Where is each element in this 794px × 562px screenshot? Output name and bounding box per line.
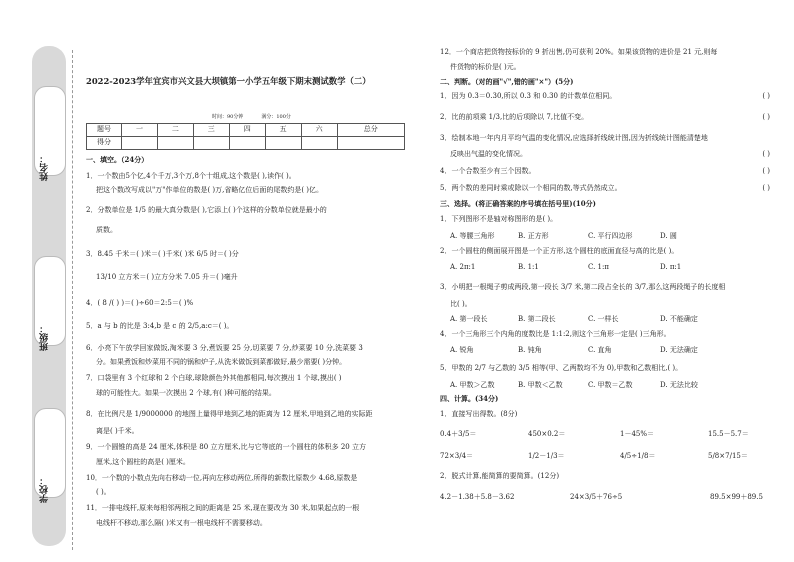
question: 1．一个数由5个亿,4个千万,3个万,8个十组成,这个数是( ),读作( )。 (86, 171, 296, 180)
question-cont: 厘米,这个圆柱的高是( )厘米。 (96, 457, 190, 466)
choice-question: 5．甲数的 2/7 与乙数的 3/5 相等(甲、乙两数均不为 0),甲数和乙数相比,( )。 (440, 363, 683, 372)
choice-options (450, 346, 780, 355)
score-header-cell: 六 (301, 123, 337, 136)
choice-option[interactable]: D. π:1 (660, 263, 682, 272)
answer-blank[interactable]: ( ) (762, 92, 770, 101)
score-header-cell: 二 (157, 123, 193, 136)
question: 3．8.45 千米＝( )米＝( )千米( )米 6/5 时＝( )分 (86, 249, 239, 258)
section-calc: 四、计算。(34分) (440, 394, 499, 404)
choice-question: 4．一个三角形三个内角的度数比是 1:1:2,则这个三角形一定是( )三角形。 (440, 330, 671, 339)
question: 6．小亮下午放学回家做饭,淘米要 3 分,煮饭要 25 分,切菜要 7 分,炒菜要 10 分,洗菜要 3 (86, 343, 363, 352)
judge-item: 5．两个数的差同时乘或除以一个相同的数,等式仍然成立。 (440, 184, 622, 193)
choice-options (450, 232, 780, 241)
left-column (86, 76, 416, 528)
exam-title: 2022-2023学年宜宾市兴文县大坝镇第一小学五年级下期末测试数学（二） (86, 76, 371, 86)
section-choice: 三、选择。(将正确答案的序号填在括号里)(10分) (440, 199, 596, 209)
question: 5．a 与 b 的比是 3:4,b 是 c 的 2/5,a:c＝( )。 (86, 321, 234, 330)
school-label: 学校： (40, 476, 50, 503)
calc-item: 1－45%＝ (620, 429, 655, 438)
calc-item: 15.5－5.7＝ (708, 429, 749, 438)
question-cont: 质数。 (96, 225, 117, 234)
calc-row (440, 493, 780, 502)
exam-meta (212, 114, 416, 120)
choice-option[interactable]: C. 1:π (588, 263, 609, 272)
choice-option[interactable]: B. 甲数＜乙数 (518, 380, 563, 389)
score-header-cell: 五 (265, 123, 301, 136)
calc-item: 89.5×99＋89.5 (710, 493, 763, 501)
calc-item: 1/2－1/3＝ (528, 451, 565, 460)
choice-option[interactable]: D. 圆 (660, 231, 677, 240)
question: 10．一个数的小数点先向右移动一位,再向左移动两位,所得的新数比原数少 4.68,原数是 (86, 473, 358, 482)
score-cell[interactable] (229, 136, 265, 149)
question-cont: 13/10 立方米＝( )立方分米 7.05 升＝( )毫升 (96, 273, 238, 282)
question-cont: 分。如果煮饭和炒菜用不同的锅和炉子,从洗米做饭到菜都做好,最少需要( )分钟。 (96, 358, 347, 367)
judge-item: 3．绘制本地一年内月平均气温的变化情况,应选择折线统计图,因为折线统计图能清楚地 (440, 134, 708, 143)
question-cont: ( )。 (96, 488, 111, 497)
section-judge: 二、判断。（对的画"√",错的画"×"）(5分) (440, 76, 574, 86)
choice-question: 2．一个圆柱的侧面展开图是一个正方形,这个圆柱的底面直径与高的比是( )。 (440, 246, 679, 255)
choice-options (450, 263, 780, 272)
calc-item: 4/5÷1/8＝ (620, 451, 656, 460)
choice-option[interactable]: B. 1:1 (518, 263, 539, 272)
choice-option[interactable]: B. 第二段长 (518, 314, 556, 323)
choice-option[interactable]: A. 锐角 (450, 346, 474, 354)
right-column (440, 48, 780, 502)
question-cont: 把这个数改写成以"万"作单位的数是( )万,省略亿位后面的尾数约是( )亿。 (96, 186, 324, 195)
judge-item: 2．比的前项乘 1/3,比的后项除以 7,比值不变。 (440, 113, 589, 122)
score-cell[interactable] (157, 136, 193, 149)
choice-option[interactable]: A. 甲数＞乙数 (450, 380, 495, 389)
choice-options (450, 315, 780, 324)
choice-option[interactable]: A. 等腰三角形 (450, 231, 495, 240)
calc-item: 72×3/4＝ (440, 451, 474, 460)
calc-item: 24×3/5＋76÷5 (570, 493, 623, 501)
score-cell[interactable] (301, 136, 337, 149)
choice-option[interactable]: C. 平行四边形 (588, 231, 633, 240)
choice-question: 1．下列图形不是轴对称图形的是( )。 (440, 215, 558, 223)
choice-options (450, 381, 780, 390)
student-info-strip (32, 46, 66, 546)
choice-question-cont: 比( )。 (450, 299, 472, 308)
answer-blank[interactable]: ( ) (762, 150, 770, 159)
score-row-label: 得分 (87, 136, 122, 149)
choice-option[interactable]: D. 无法确定 (660, 346, 698, 354)
question: 11．一排电线杆,原来每相邻两根之间的距离是 25 米,现在要改为 30 米,如果起点的一根 (86, 504, 360, 512)
choice-option[interactable]: C. 一样长 (588, 314, 619, 323)
calc-row (440, 430, 780, 439)
full-score-info: 满分：100分 (261, 113, 291, 120)
question: 2．分数单位是 1/5 的最大真分数是( ),它添上( )个这样的分数单位就是最小的 (86, 206, 327, 214)
choice-option[interactable]: C. 甲数＝乙数 (588, 380, 633, 389)
calc-subsection: 2．脱式计算,能简算的要简算。(12分) (440, 472, 560, 481)
binding-line (72, 50, 73, 550)
question: 4．( 8 /( ) )＝( )÷60＝2:5＝( )% (86, 299, 194, 307)
question: 7．口袋里有 3 个红球和 2 个白球,球除颜色外其他都相同,每次摸出 1 个球,摸出( ) (86, 374, 342, 382)
calc-item: 450×0.2＝ (528, 429, 566, 438)
choice-option[interactable]: D. 无法比较 (660, 380, 698, 389)
question: 9．一个圆锥的高是 24 厘米,体积是 80 立方厘米,比与它等底的一个圆柱的体积多 20 立方 (86, 443, 366, 451)
score-cell[interactable] (193, 136, 229, 149)
score-header-cell: 总分 (337, 123, 404, 136)
calc-item: 0.4＋3/5＝ (440, 429, 477, 438)
score-header-cell: 题号 (87, 123, 122, 136)
choice-option[interactable]: B. 正方形 (518, 231, 549, 240)
score-header-cell: 一 (122, 123, 158, 136)
choice-option[interactable]: D. 不能确定 (660, 314, 698, 323)
score-header-cell: 三 (193, 123, 229, 136)
time-info: 时间：90分钟 (212, 113, 244, 120)
calc-item: 5/8×7/15＝ (708, 451, 748, 460)
choice-question: 3．小明把一根绳子剪成两段,第一段长 3/7 米,第二段占全长的 3/7,那么这两段绳子的长度相 (440, 283, 726, 291)
answer-blank[interactable]: ( ) (762, 113, 770, 122)
question-cont: 球的可能性大。如果一次摸出 2 个球,有( )种可能的结果。 (96, 388, 276, 397)
choice-option[interactable]: A. 第一段长 (450, 314, 488, 323)
calc-row (440, 452, 780, 461)
question-cont: 电线杆不移动,那么隔( )米又有一根电线杆不需要移动。 (96, 518, 267, 527)
judge-item-cont: 反映出气温的变化情况。 (450, 150, 527, 159)
name-label: 姓名： (40, 154, 50, 181)
calc-subsection: 1．直接写出得数。(8分) (440, 410, 518, 418)
answer-blank[interactable]: ( ) (762, 167, 770, 176)
choice-option[interactable]: A. 2π:1 (450, 263, 476, 272)
question: 12．一个商店把货物按标价的 9 折出售,仍可获利 20%。如果该货物的进价是 21 元,则每 (440, 48, 718, 56)
score-cell[interactable] (265, 136, 301, 149)
score-table (86, 123, 405, 150)
score-cell[interactable] (122, 136, 158, 149)
calc-item: 4.2－1.38＋5.8－3.62 (440, 493, 515, 501)
choice-option[interactable]: C. 直角 (588, 346, 612, 354)
section-fill-blank: 一、填空。（24分） (86, 154, 149, 164)
question-cont: 件货物的标价是( )元。 (450, 62, 521, 71)
judge-item: 1．因为 0.3＝0.30,所以 0.3 和 0.30 的计数单位相同。 (440, 92, 617, 101)
answer-blank[interactable]: ( ) (762, 184, 770, 193)
choice-option[interactable]: B. 钝角 (518, 346, 542, 354)
question-cont: 离是( )千米。 (96, 427, 139, 436)
question: 8．在比例尺是 1/9000000 的地图上量得甲地到乙地的距离为 12 厘米,甲地到乙地的实际距 (86, 409, 373, 418)
class-label: 班级： (40, 324, 50, 351)
score-header-cell: 四 (229, 123, 265, 136)
score-cell[interactable] (337, 136, 404, 149)
judge-item: 4．一个合数至少有三个因数。 (440, 167, 536, 176)
